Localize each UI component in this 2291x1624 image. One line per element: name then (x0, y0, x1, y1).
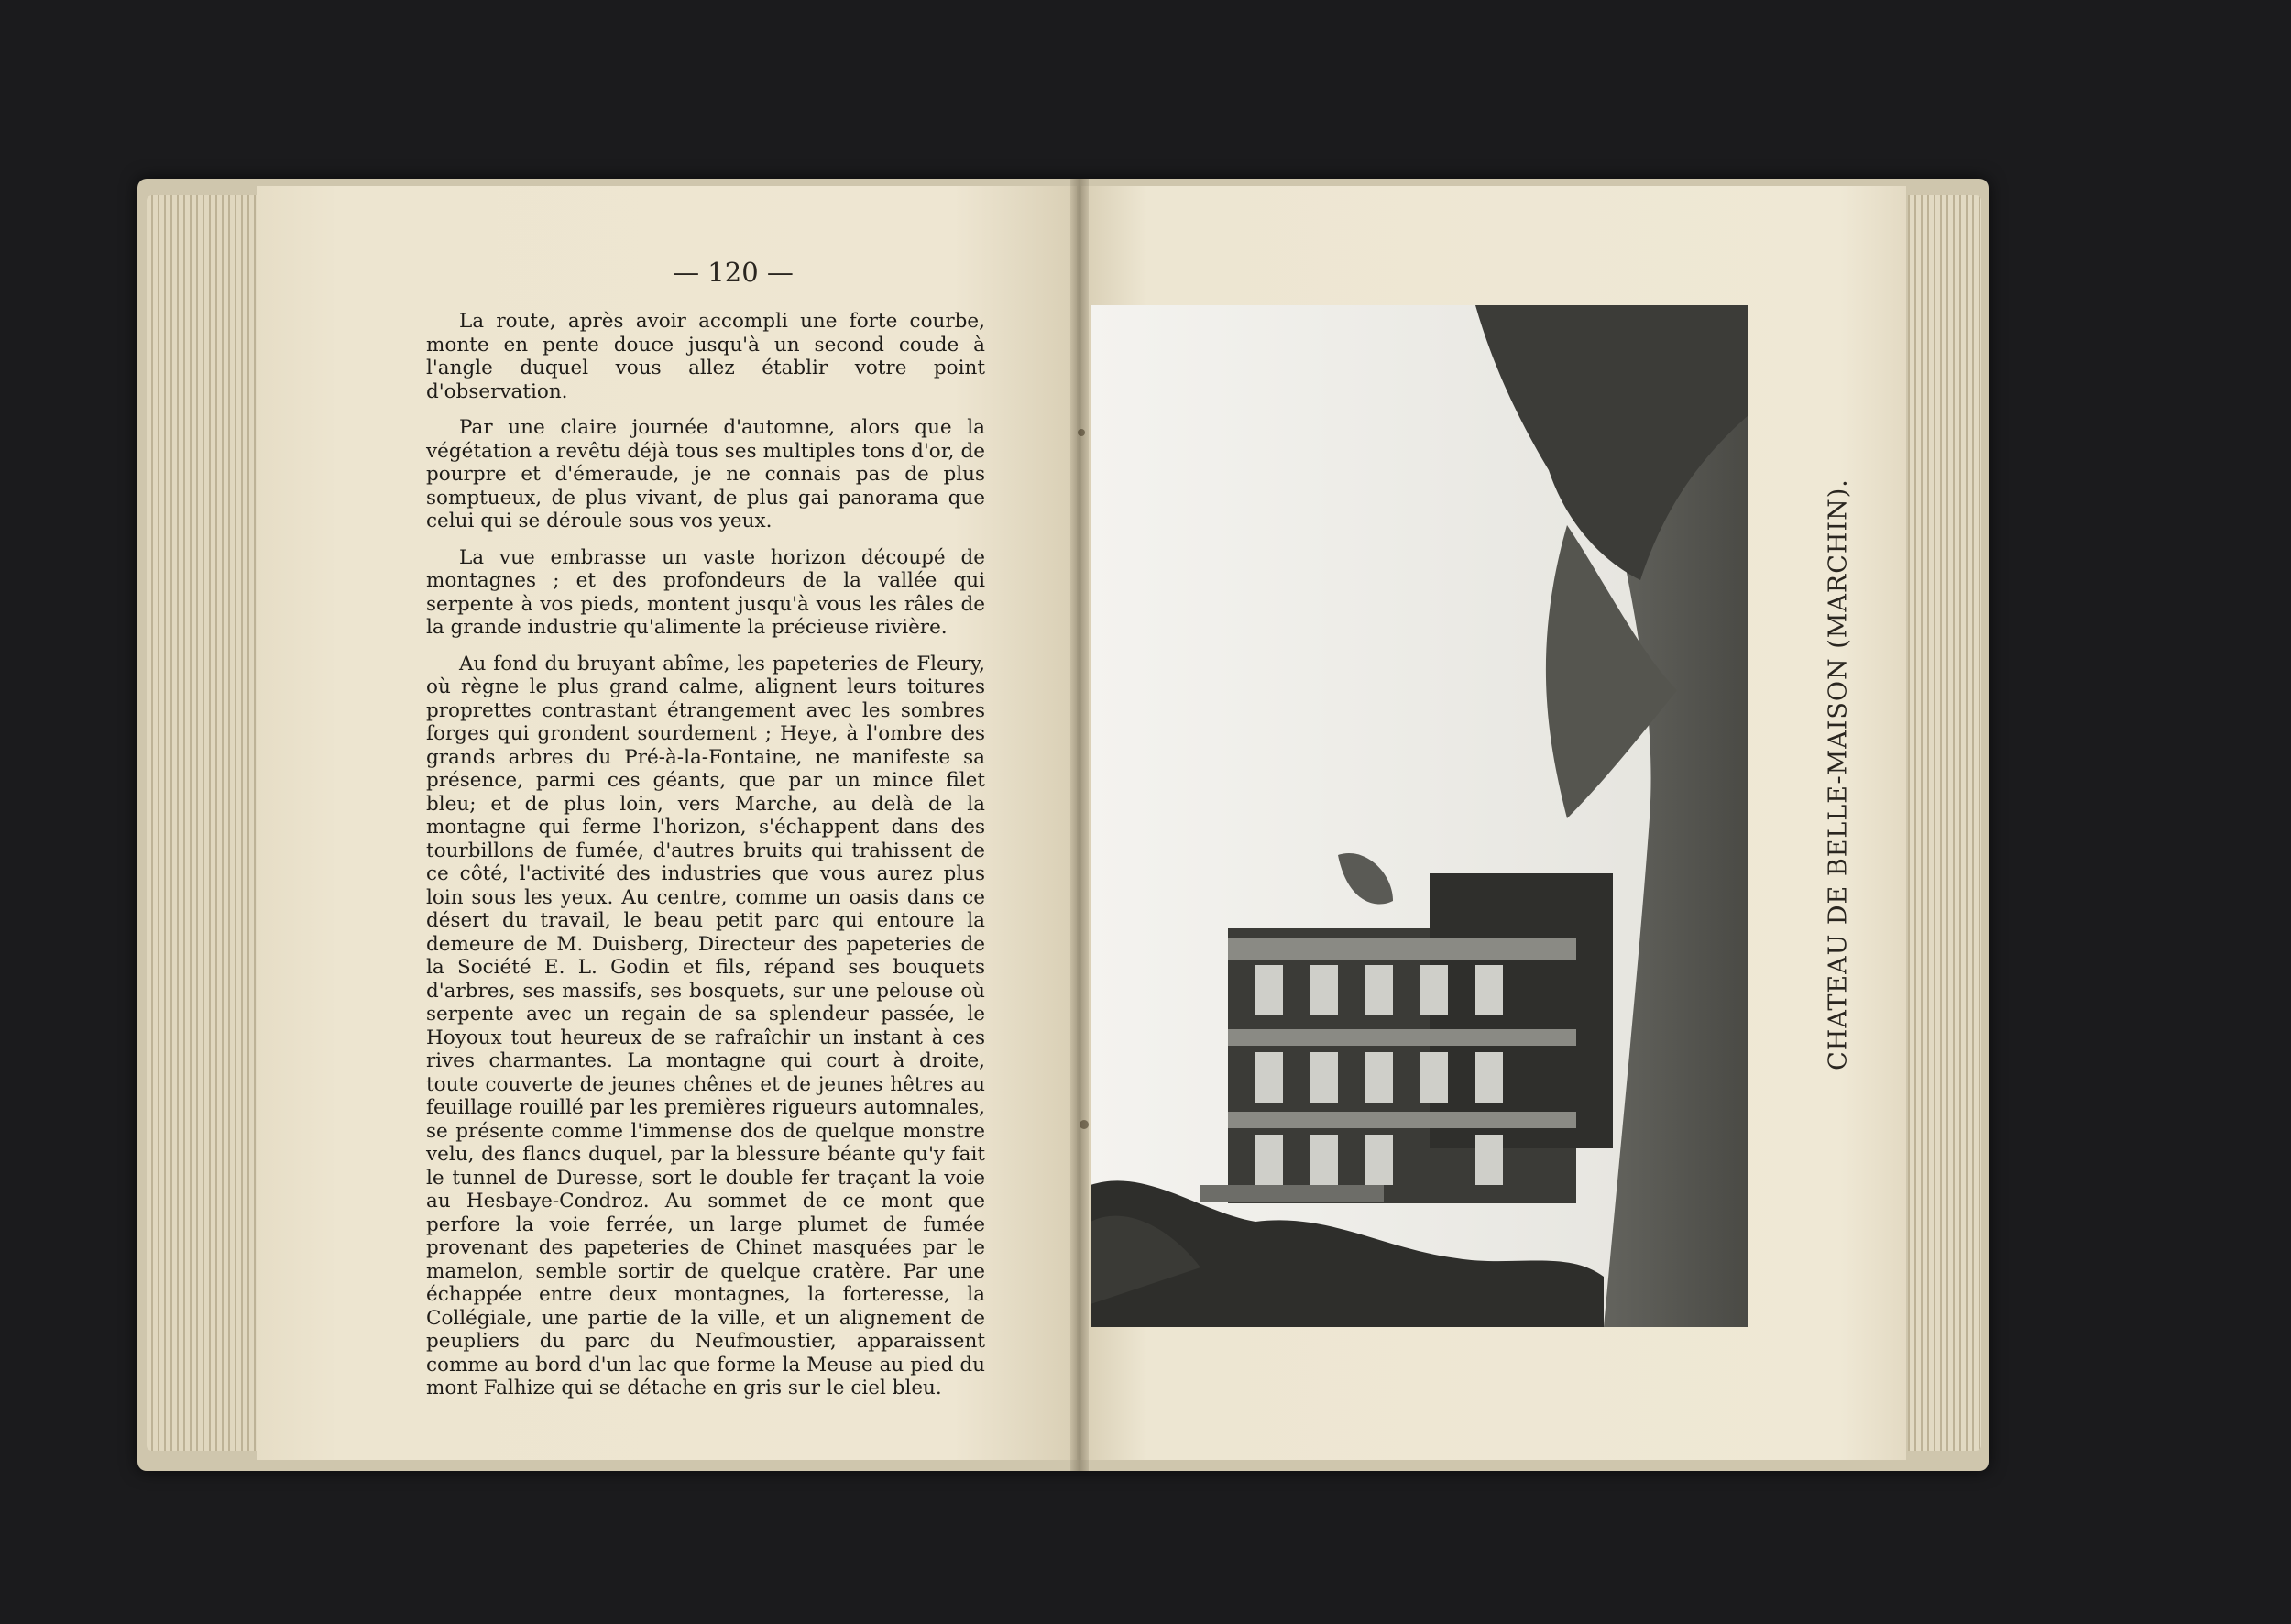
body-text (426, 310, 985, 1413)
page-number: — 120 — (673, 257, 794, 288)
paragraph-1: La route, après avoir accompli une forte courbe, monte en pente douce jusqu'à un second coude à l'angle duquel vous allez établir votre point d'observation. (426, 310, 985, 403)
book-gutter (1070, 179, 1089, 1471)
paragraph-4: Au fond du bruyant abîme, les papeteries de Fleury, où règne le plus grand calme, alignent leurs toitures proprettes contrastant étrangement avec les sombres forges qui grondent sourdement ; Heye, à l'ombre des grands arbres du Pré-à-la-Fontaine, ne manifeste sa présence, parmi ces géants, que par un mince filet bleu; et de plus loin, vers Marche, au delà de la montagne qui ferme l'horizon, s'échappent dans des tourbillons de fumée, d'autres bruits qui trahissent de ce côté, l'activité des industries que vous aurez plus loin sous les yeux. Au centre, comme un oasis dans ce désert du travail, le beau petit parc qui entoure la demeure de M. Duisberg, Directeur des papeteries de la Société E. L. Godin et fils, répand ses bouquets d'arbres, ses massifs, ses bosquets, sur une pelouse où serpente avec un regain de sa splendeur passée, le Hoyoux tout heureux de se rafraîchir un instant à ces rives charmantes. La montagne qui court à droite, toute couverte de jeunes chênes et de jeunes hêtres au feuillage rouillé par les premières rigueurs automnales, se présente comme l'immense dos de quelque monstre velu, des flancs duquel, par la blessure béante qu'y fait le tunnel de Duresse, sort le double fer traçant la voie au Hesbaye-Condroz. Au sommet de ce mont que perfore la voie ferrée, un large plumet de fumée provenant des papeteries de Chinet masquées par le mamelon, semble sortir de quelque cratère. Par une échappée entre deux montagnes, la forteresse, la Collégiale, une partie de la ville, et un alignement de peupliers du parc du Neufmoustier, apparaissent comme au bord d'un lac que forme la Meuse au pied du mont Falhize qui se détache en gris sur le ciel bleu. (426, 652, 985, 1399)
paragraph-2: Par une claire journée d'automne, alors que la végétation a revêtu déjà tous ses multiples tons d'or, de pourpre et d'émeraude, je ne connais pas de plus somptueux, de plus vivant, de plus gai panorama que celui qui se déroule sous vos yeux. (426, 416, 985, 532)
ink-dot (1078, 429, 1085, 436)
chateau-photo-drawing (1091, 305, 1748, 1327)
photo-caption (1824, 478, 1853, 1070)
chateau-photograph (1091, 305, 1748, 1327)
photo-caption-text: CHATEAU DE BELLE-MAISON (MARCHIN). (1824, 478, 1853, 1070)
paragraph-3: La vue embrasse un vaste horizon découpé de montagnes ; et des profondeurs de la vallée qui serpente à vos pieds, montent jusqu'à vous les râles de la grande industrie qu'alimente la précieuse rivière. (426, 545, 985, 639)
ink-dot (1080, 1120, 1089, 1129)
page-edges-left (147, 195, 257, 1451)
page-edges-right (1908, 195, 1981, 1451)
chateau-building (1164, 873, 1613, 1240)
